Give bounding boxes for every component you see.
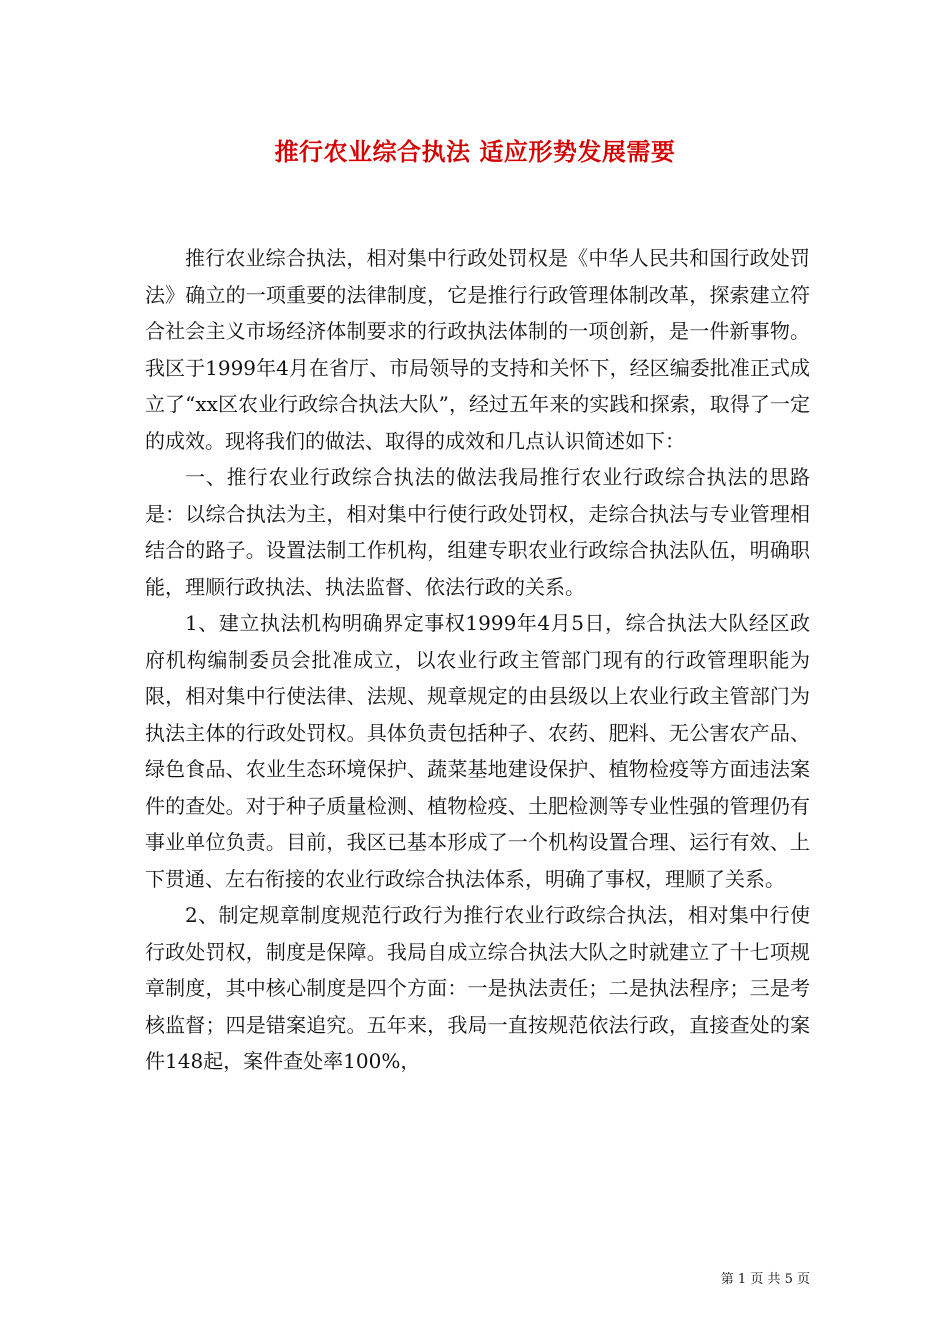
paragraph-intro: 推行农业综合执法，相对集中行政处罚权是《中华人民共和国行政处罚法》确立的一项重要的法律制度，它是推行行政管理体制改革，探索建立符合社会主义市场经济体制要求的行政执法体制的一项创新，是一件新事物。我区于1999年4月在省厅、市局领导的支持和关怀下，经区编委批准正式成立了“xx区农业行政综合执法大队”，经过五年来的实践和探索，取得了一定的成效。现将我们的做法、取得的成效和几点认识简述如下：: [145, 246, 810, 453]
document-title: 推行农业综合执法 适应形势发展需要: [274, 137, 676, 166]
page-number-label: 第 1 页 共 5 页: [720, 1272, 810, 1287]
document-body: [145, 240, 810, 1080]
paragraph-section-1: 一、推行农业行政综合执法的做法我局推行农业行政综合执法的思路是：以综合执法为主，相对集中行使行政处罚权，走综合执法与专业管理相结合的路子。设置法制工作机构，组建专职农业行政综合执法队伍，明确职能，理顺行政执法、执法监督、依法行政的关系。: [145, 465, 810, 599]
paragraph-item-2: 2、制定规章制度规范行政行为推行农业行政综合执法，相对集中行使行政处罚权，制度是保障。我局自成立综合执法大队之时就建立了十七项规章制度，其中核心制度是四个方面：一是执法责任；二是执法程序；三是考核监督；四是错案追究。五年来，我局一直按规范依法行政，直接查处的案件148起，案件查处率100%，: [145, 903, 810, 1073]
paragraph-item-1: 1、建立执法机构明确界定事权1999年4月5日，综合执法大队经区政府机构编制委员会批准成立，以农业行政主管部门现有的行政管理职能为限，相对集中行使法律、法规、规章规定的由县级以上农业行政主管部门为执法主体的行政处罚权。具体负责包括种子、农药、肥料、无公害农产品、绿色食品、农业生态环境保护、蔬菜基地建设保护、植物检疫等方面违法案件的查处。对于种子质量检测、植物检疫、土肥检测等专业性强的管理仍有事业单位负责。目前，我区已基本形成了一个机构设置合理、运行有效、上下贯通、左右衔接的农业行政综合执法体系，明确了事权，理顺了关系。: [145, 611, 810, 891]
page-number-footer: [721, 1268, 810, 1287]
